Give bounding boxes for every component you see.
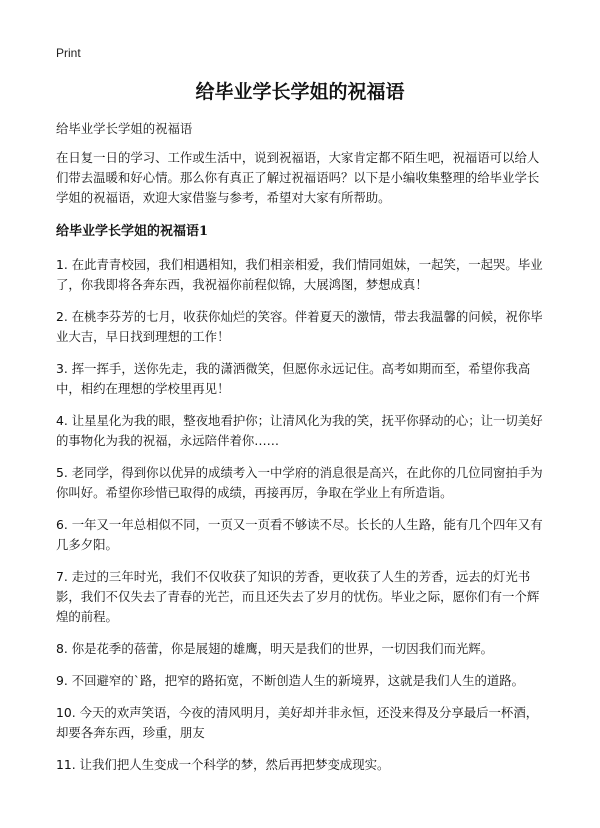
print-link[interactable]: Print xyxy=(56,46,81,60)
list-item: 2. 在桃李芬芳的七月，收获你灿烂的笑容。伴着夏天的激情，带去我温馨的问候，祝你毕业大吉，早日找到理想的工作！ xyxy=(56,309,543,344)
list-item: 10. 今天的欢声笑语，今夜的清风明月，美好却并非永恒，还没来得及分享最后一杯酒，却要各奔东西，珍重，朋友 xyxy=(56,705,539,740)
document-body xyxy=(56,119,548,787)
blessing-list xyxy=(56,255,548,775)
list-item: 11. 让我们把人生变成一个科学的梦，然后再把梦变成现实。 xyxy=(56,757,390,772)
list-item: 9. 不回避窄的`路，把窄的路拓宽，不断创造人生的新境界，这就是我们人生的道路。 xyxy=(56,673,525,688)
list-item: 5. 老同学，得到你以优异的成绩考入一中学府的消息很是高兴，在此你的几位同窗拍手为你叫好。希望你珍惜已取得的成绩，再接再厉，争取在学业上有所造诣。 xyxy=(56,465,543,500)
list-item: 1. 在此青青校园，我们相遇相知，我们相亲相爱，我们情同姐妹，一起笑，一起哭。毕业了，你我即将各奔东西，我祝福你前程似锦，大展鸿图，梦想成真！ xyxy=(56,257,543,292)
list-item: 8. 你是花季的蓓蕾，你是展翅的雄鹰，明天是我们的世界，一切因我们而光辉。 xyxy=(56,641,494,656)
document-subtitle: 给毕业学长学姐的祝福语 xyxy=(56,121,193,136)
intro-paragraph: 在日复一日的学习、工作或生活中，说到祝福语，大家肯定都不陌生吧，祝福语可以给人们带去温暖和好心情。那么你有真正了解过祝福语吗？以下是小编收集整理的给毕业学长学姐的祝福语，欢迎大家借鉴与参考，希望对大家有所帮助。 xyxy=(56,150,540,205)
section-heading: 给毕业学长学姐的祝福语1 xyxy=(56,224,209,239)
list-item: 7. 走过的三年时光，我们不仅收获了知识的芳香，更收获了人生的芳香，远去的灯光书影，我们不仅失去了青春的光芒，而且还失去了岁月的忧伤。毕业之际，愿你们有一个辉煌的前程。 xyxy=(56,569,540,624)
list-item: 4. 让星星化为我的眼，整夜地看护你；让清风化为我的笑，抚平你驿动的心；让一切美好的事物化为我的祝福，永远陪伴着你…… xyxy=(56,413,543,448)
page-title: 给毕业学长学姐的祝福语 xyxy=(195,81,405,103)
list-item: 3. 挥一挥手，送你先走，我的潇洒微笑，但愿你永远记住。高考如期而至，希望你我高中，相约在理想的学校里再见！ xyxy=(56,361,531,396)
list-item: 6. 一年又一年总相似不同，一页又一页看不够读不尽。长长的人生路，能有几个四年又有几多夕阳。 xyxy=(56,517,543,552)
